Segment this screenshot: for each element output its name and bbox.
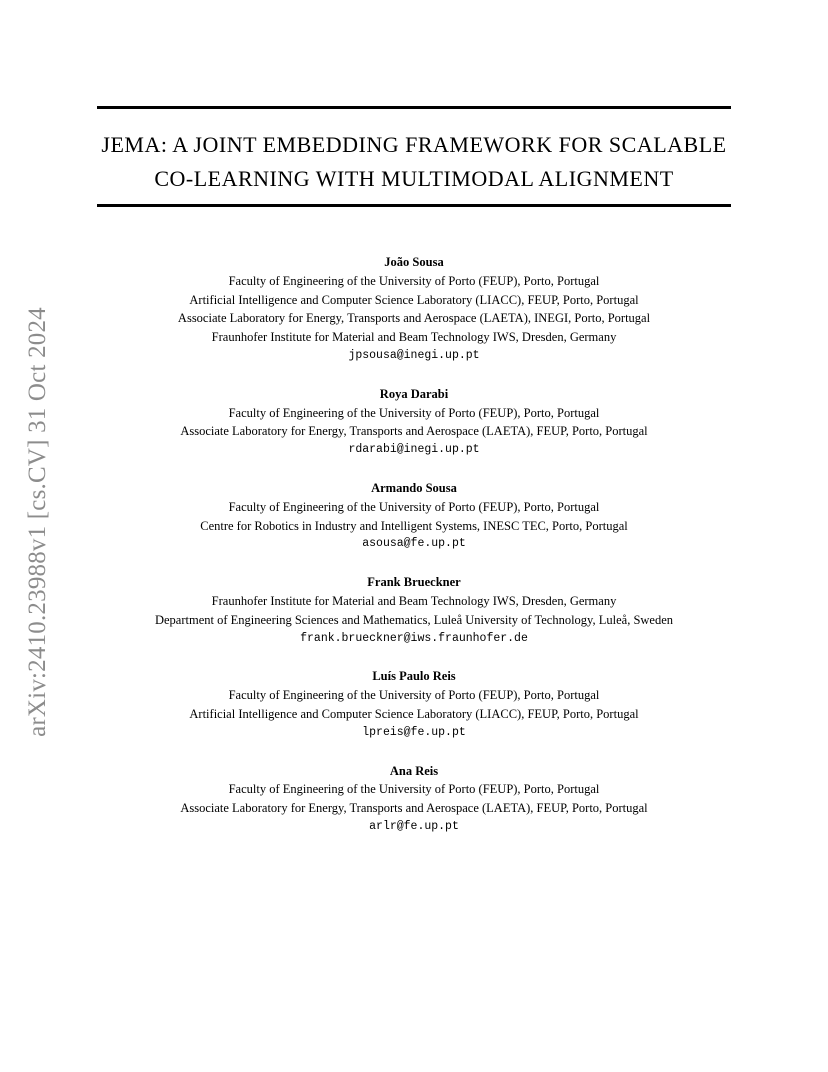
author-affiliation: Fraunhofer Institute for Material and Beam Technology IWS, Dresden, Germany xyxy=(211,593,617,608)
author-affiliation: Fraunhofer Institute for Material and Beam Technology IWS, Dresden, Germany xyxy=(211,330,617,345)
author-affiliation: Centre for Robotics in Industry and Intelligent Systems, INESC TEC, Porto, Portugal xyxy=(200,518,628,533)
author-block-luis-paulo-reis xyxy=(97,667,731,742)
author-name: Armando Sousa xyxy=(371,480,457,495)
author-affiliation: Associate Laboratory for Energy, Transports and Aerospace (LAETA), FEUP, Porto, Portugal xyxy=(180,424,648,439)
author-block-armando-sousa xyxy=(97,479,731,554)
author-affiliation: Artificial Intelligence and Computer Science Laboratory (LIACC), FEUP, Porto, Portugal xyxy=(189,292,639,307)
author-block-ana-reis xyxy=(97,762,731,837)
author-affiliation: Faculty of Engineering of the University of Porto (FEUP), Porto, Portugal xyxy=(228,782,600,797)
author-name: Ana Reis xyxy=(389,763,439,778)
title-line-1: JEMA: A JOINT EMBEDDING FRAMEWORK FOR SCALABLE xyxy=(101,132,727,157)
author-email: arlr@fe.up.pt xyxy=(369,819,459,833)
title-line-2: CO-LEARNING WITH MULTIMODAL ALIGNMENT xyxy=(154,166,674,191)
author-email: lpreis@fe.up.pt xyxy=(362,725,466,739)
author-affiliation: Faculty of Engineering of the University of Porto (FEUP), Porto, Portugal xyxy=(228,405,600,420)
author-list xyxy=(97,253,731,856)
author-block-joao-sousa xyxy=(97,253,731,366)
author-affiliation: Artificial Intelligence and Computer Science Laboratory (LIACC), FEUP, Porto, Portugal xyxy=(189,706,639,721)
title-bottom-rule xyxy=(97,204,731,207)
title-top-rule xyxy=(97,106,731,109)
author-name: Frank Brueckner xyxy=(367,575,461,590)
author-email: jpsousa@inegi.up.pt xyxy=(348,348,480,362)
author-affiliation: Associate Laboratory for Energy, Transports and Aerospace (LAETA), INEGI, Porto, Portugal xyxy=(177,311,651,326)
author-affiliation: Faculty of Engineering of the University of Porto (FEUP), Porto, Portugal xyxy=(228,688,600,703)
author-affiliation: Associate Laboratory for Energy, Transports and Aerospace (LAETA), FEUP, Porto, Portugal xyxy=(180,801,648,816)
author-name: Roya Darabi xyxy=(379,386,449,401)
author-name: Luís Paulo Reis xyxy=(372,669,456,684)
author-affiliation: Faculty of Engineering of the University of Porto (FEUP), Porto, Portugal xyxy=(228,499,600,514)
arxiv-identifier-stamp: arXiv:2410.23988v1 [cs.CV] 31 Oct 2024 xyxy=(24,307,51,737)
author-block-frank-brueckner xyxy=(97,573,731,648)
author-affiliation: Department of Engineering Sciences and Mathematics, Luleå University of Technology, Luleå, Sweden xyxy=(154,612,674,627)
author-email: rdarabi@inegi.up.pt xyxy=(348,443,480,457)
author-name: João Sousa xyxy=(384,255,444,269)
author-email: asousa@fe.up.pt xyxy=(362,537,466,551)
paper-title xyxy=(97,128,731,196)
author-email: frank.brueckner@iws.fraunhofer.de xyxy=(300,631,528,645)
author-block-roya-darabi xyxy=(97,385,731,460)
author-affiliation: Faculty of Engineering of the University of Porto (FEUP), Porto, Portugal xyxy=(228,273,600,288)
